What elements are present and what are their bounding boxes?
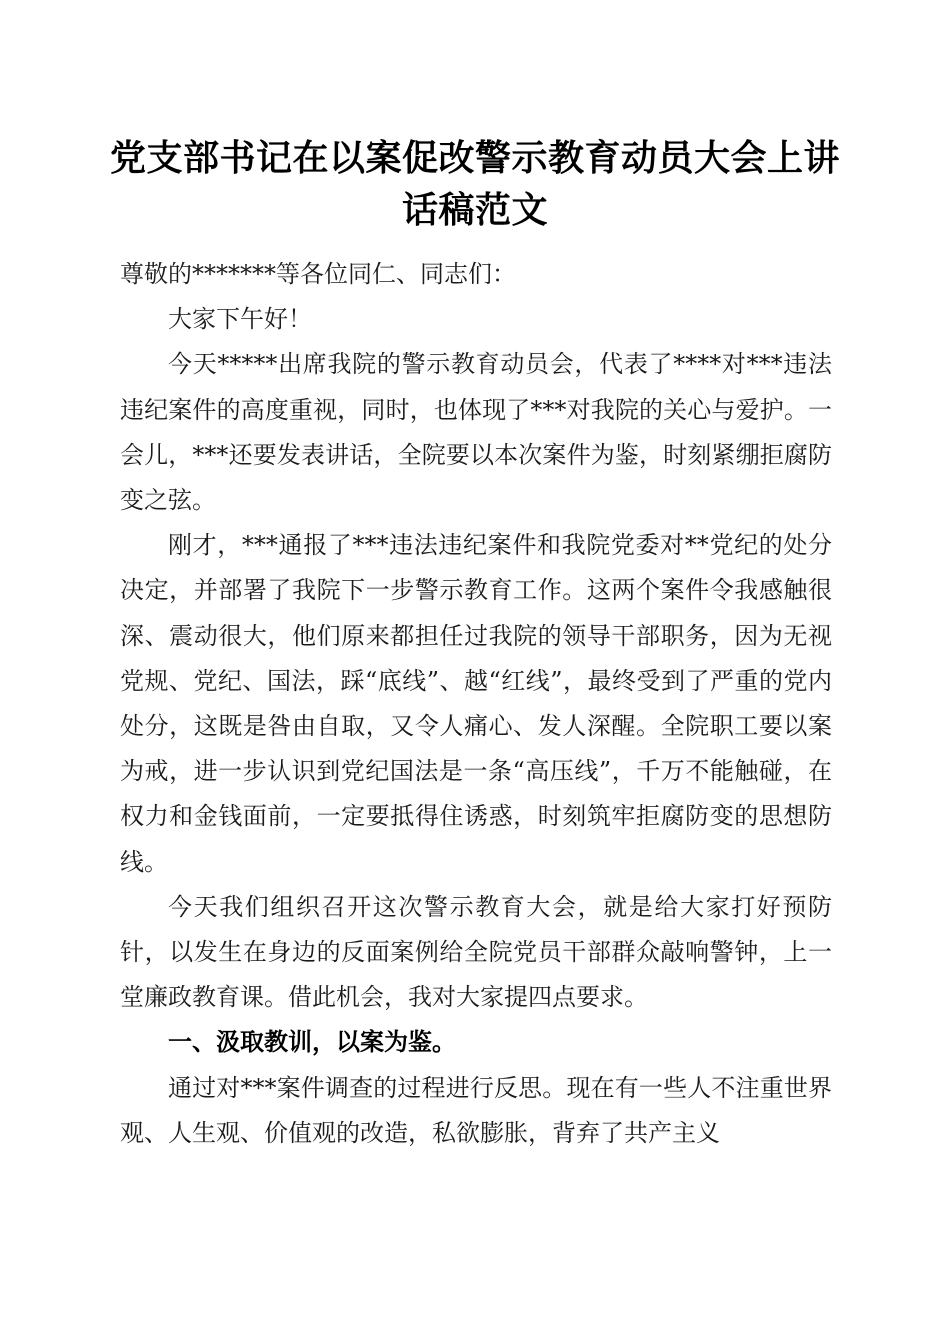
body-paragraph: 通过对***案件调查的过程进行反思。现在有一些人不注重世界观、人生观、价值观的改造，私欲膨胀，背弃了共产主义 — [120, 1073, 832, 1147]
document-body — [120, 252, 832, 1156]
body-paragraph: 今天*****出席我院的警示教育动员会，代表了****对***违法违纪案件的高度重视，同时，也体现了***对我院的关心与爱护。一会儿，***还要发表讲话，全院要以本次案件为鉴，时刻紧绷拒腐防变之弦。 — [120, 350, 832, 515]
body-paragraph: 刚才，***通报了***违法违纪案件和我院党委对**党纪的处分决定，并部署了我院下一步警示教育工作。这两个案件令我感触很深、震动很大，他们原来都担任过我院的领导干部职务，因为无视党规、党纪、国法，踩“底线”、越“红线”，最终受到了严重的党内处分，这既是咎由自取，又令人痛心、发人深醒。全院职工要以案为戒，进一步认识到党纪国法是一条“高压线”，千万不能触碰，在权力和金钱面前，一定要抵得住诱惑，时刻筑牢拒腐防变的思想防线。 — [120, 531, 832, 876]
section-heading: 一、汲取教训，以案为鉴。 — [168, 1028, 456, 1057]
document-title: 党支部书记在以案促改警示教育动员大会上讲话稿范文 — [110, 137, 841, 231]
greeting-paragraph: 大家下午好！ — [168, 305, 312, 334]
body-paragraph: 今天我们组织召开这次警示教育大会，就是给大家打好预防针，以发生在身边的反面案例给全院党员干部群众敲响警钟，上一堂廉政教育课。借此机会，我对大家提四点要求。 — [120, 892, 832, 1012]
salutation: 尊敬的*******等各位同仁、同志们： — [120, 260, 516, 288]
